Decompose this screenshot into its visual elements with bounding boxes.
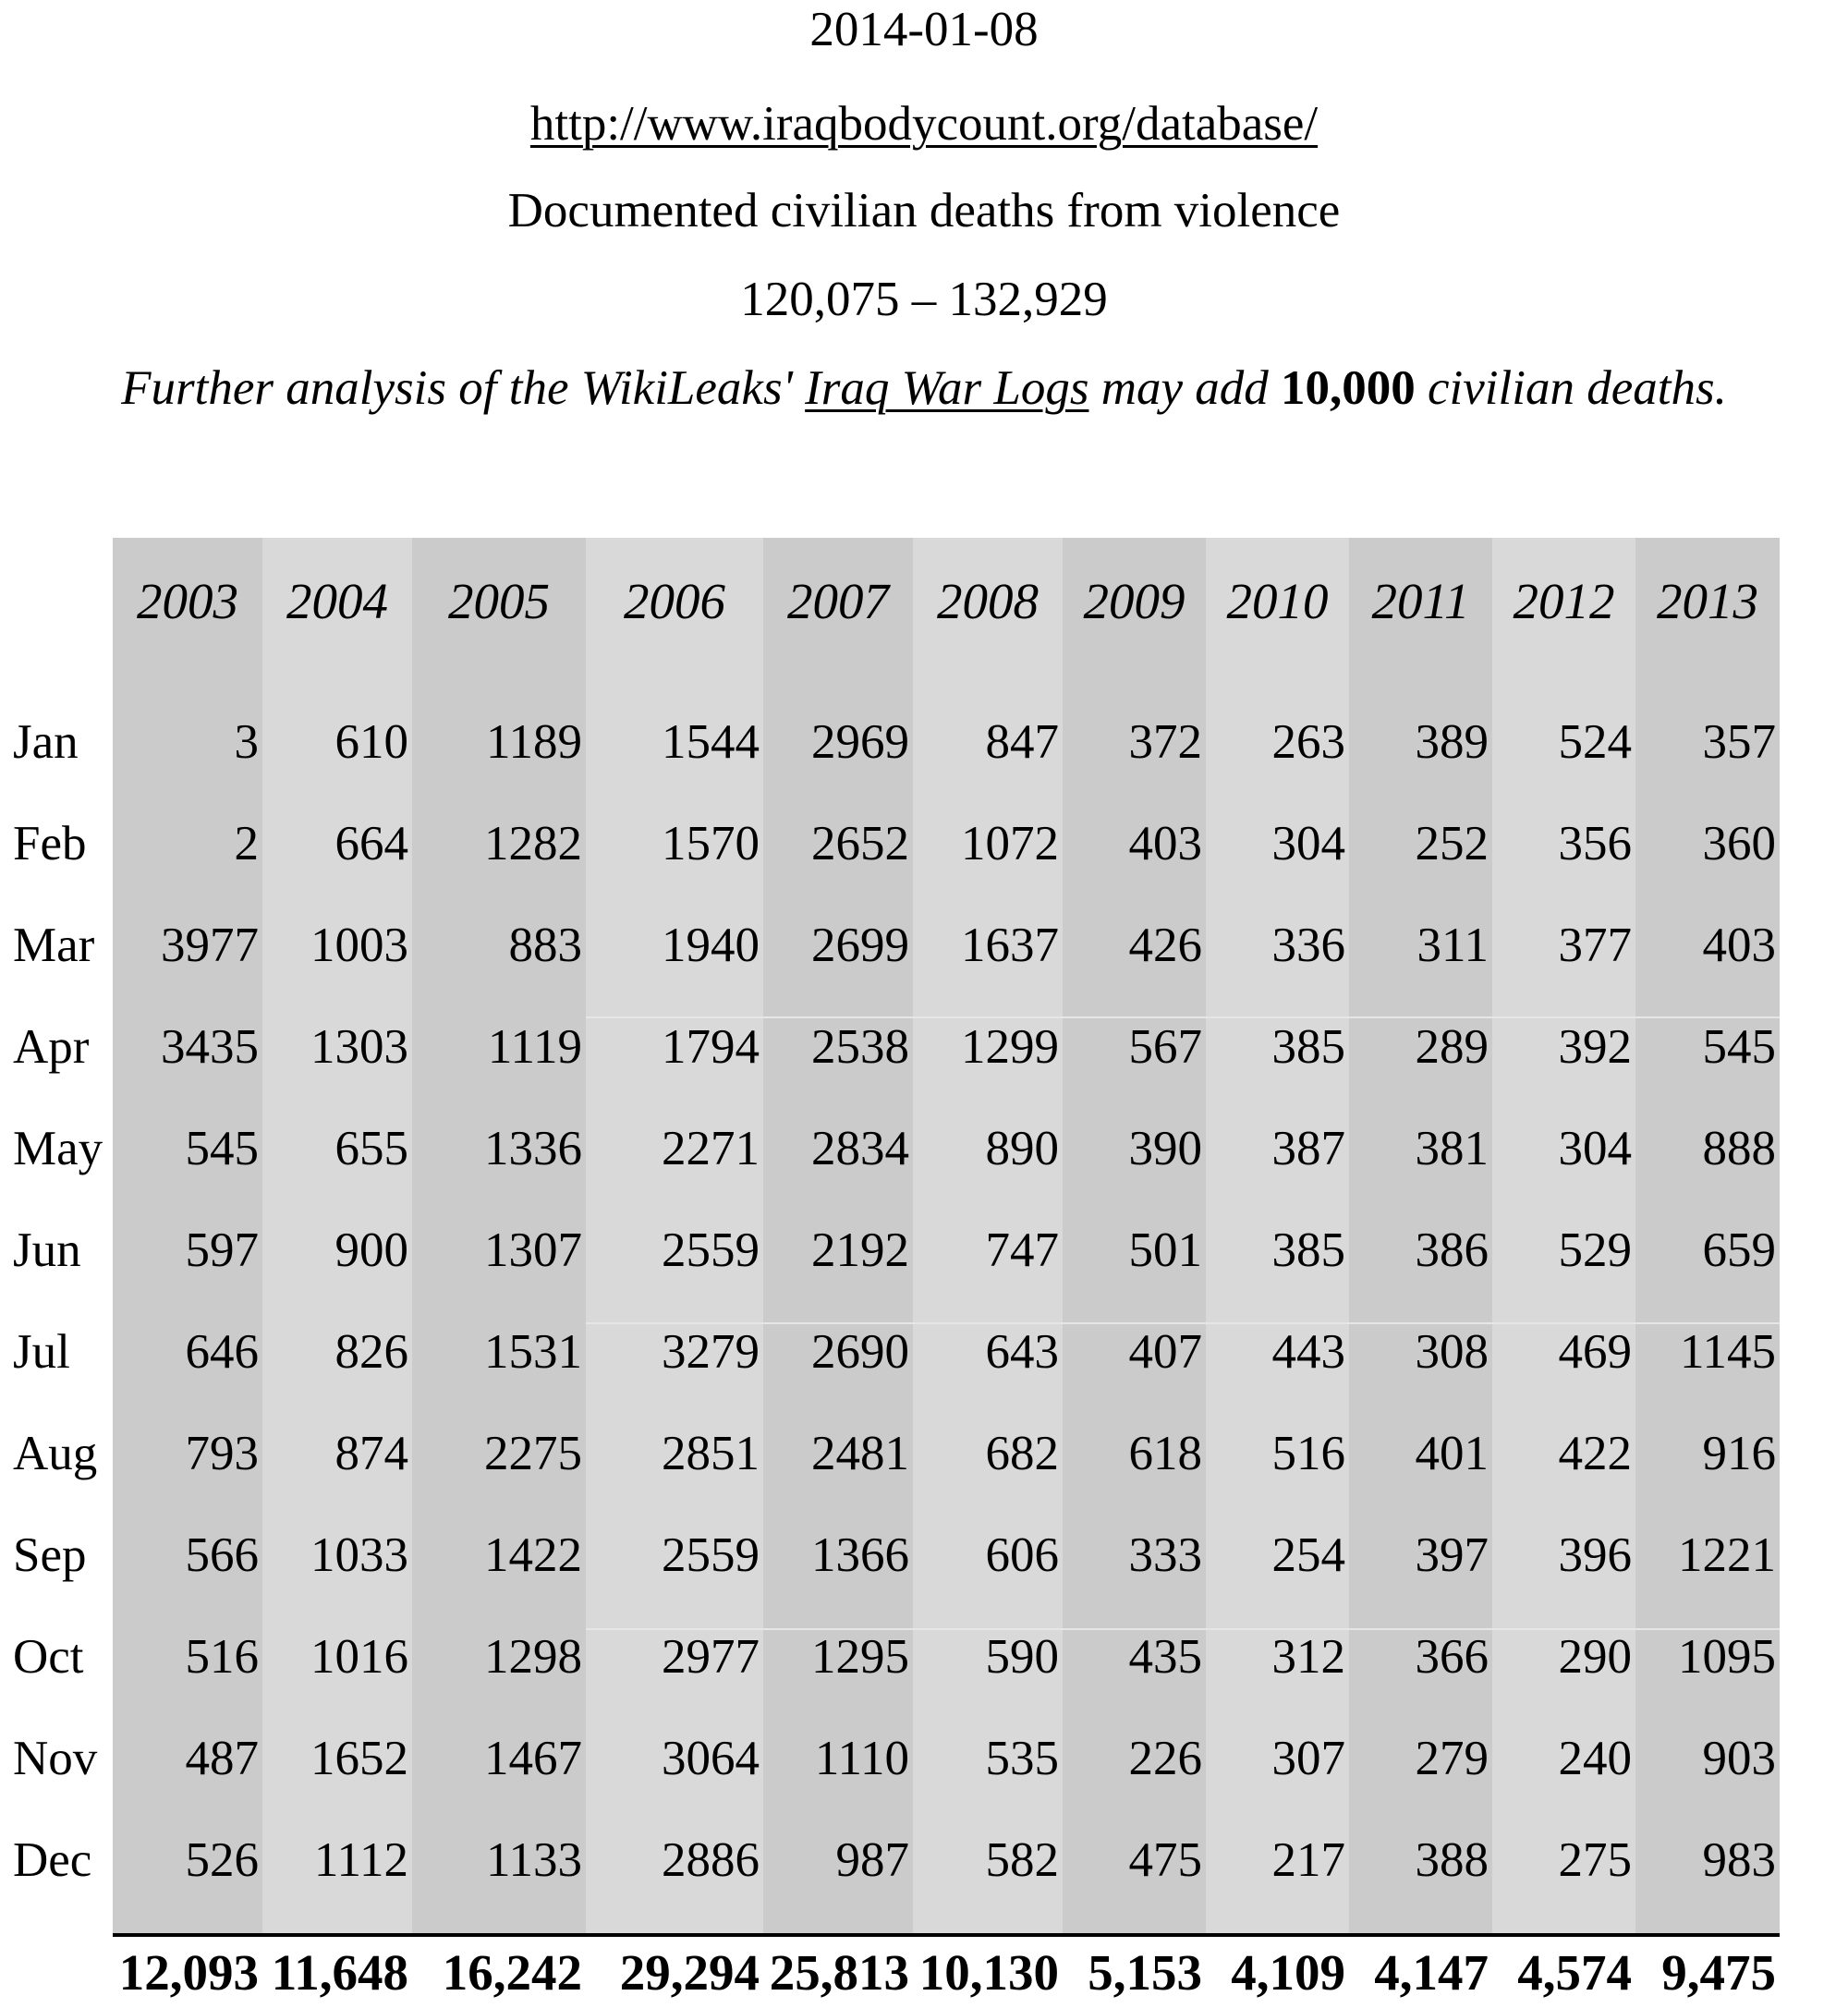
year-header: 2009: [1083, 573, 1185, 629]
table-cell: 890: [985, 1122, 1059, 1175]
table-cell: 916: [1702, 1427, 1776, 1480]
table-cell: 826: [334, 1325, 408, 1379]
table-cell: 501: [1128, 1223, 1202, 1277]
table-cell: 312: [1271, 1630, 1345, 1684]
table-cell: 1016: [310, 1630, 408, 1684]
year-header: 2007: [787, 573, 889, 629]
table-cell: 1299: [961, 1020, 1059, 1074]
table-cell: 263: [1271, 715, 1345, 769]
month-label: Dec: [13, 1833, 92, 1887]
table-cell: 1637: [961, 919, 1059, 972]
table-cell: 333: [1128, 1528, 1202, 1582]
table-cell: 2: [234, 817, 259, 870]
table-cell: 381: [1415, 1122, 1489, 1175]
analysis-note: [0, 360, 1848, 416]
table-cell: 566: [185, 1528, 259, 1582]
table-cell: 983: [1702, 1833, 1776, 1887]
table-cell: 435: [1128, 1630, 1202, 1684]
table-cell: 597: [185, 1223, 259, 1277]
table-cell: 1794: [662, 1020, 760, 1074]
table-cell: 2652: [811, 817, 909, 870]
month-label: Jun: [13, 1223, 81, 1277]
year-total: 4,574: [1517, 1944, 1632, 2001]
table-cell: 2559: [662, 1223, 760, 1277]
table-cell: 386: [1415, 1223, 1489, 1277]
table-cell: 516: [185, 1630, 259, 1684]
table-cell: 643: [985, 1325, 1059, 1379]
table-cell: 217: [1271, 1833, 1345, 1887]
table-cell: 1307: [484, 1223, 582, 1277]
table-cell: 403: [1702, 919, 1776, 972]
table-cell: 289: [1415, 1020, 1489, 1074]
table-cell: 3435: [161, 1020, 259, 1074]
table-cell: 874: [334, 1427, 408, 1480]
table-cell: 526: [185, 1833, 259, 1887]
table-cell: 1095: [1678, 1630, 1776, 1684]
table-cell: 847: [985, 715, 1059, 769]
table-cell: 1295: [811, 1630, 909, 1684]
page-title: Documented civilian deaths from violence: [507, 184, 1341, 237]
table-cell: 422: [1558, 1427, 1632, 1480]
table-cell: 1033: [310, 1528, 408, 1582]
year-header: 2011: [1371, 573, 1470, 629]
month-label: Nov: [13, 1732, 98, 1785]
table-cell: 582: [985, 1833, 1059, 1887]
note-bold-figure: 10,000: [1281, 361, 1416, 415]
year-total: 9,475: [1661, 1944, 1776, 2001]
table-cell: 403: [1128, 817, 1202, 870]
table-cell: 1652: [310, 1732, 408, 1785]
table-cell: 2271: [662, 1122, 760, 1175]
note-prefix: Further analysis of the WikiLeaks': [121, 361, 806, 415]
table-cell: 1531: [484, 1325, 582, 1379]
table-cell: 2834: [811, 1122, 909, 1175]
table-cell: 469: [1558, 1325, 1632, 1379]
table-cell: 385: [1271, 1020, 1345, 1074]
year-header: 2005: [448, 573, 550, 629]
table-cell: 3977: [161, 919, 259, 972]
table-cell: 2886: [662, 1833, 760, 1887]
year-header: 2003: [137, 573, 238, 629]
table-cell: 2977: [662, 1630, 760, 1684]
table-cell: 590: [985, 1630, 1059, 1684]
source-link[interactable]: http://www.iraqbodycount.org/database/: [529, 97, 1319, 151]
table-cell: 389: [1415, 715, 1489, 769]
year-total: 16,242: [442, 1944, 582, 2001]
year-header: 2008: [937, 573, 1039, 629]
table-cell: 336: [1271, 919, 1345, 972]
table-cell: 407: [1128, 1325, 1202, 1379]
table-cell: 3064: [662, 1732, 760, 1785]
month-label: Jul: [13, 1325, 70, 1379]
year-header: 2010: [1226, 573, 1329, 629]
table-cell: 1366: [811, 1528, 909, 1582]
month-label: Feb: [13, 817, 87, 870]
table-cell: 226: [1128, 1732, 1202, 1785]
table-cell: 3279: [662, 1325, 760, 1379]
month-label: Oct: [13, 1630, 84, 1684]
month-label: Sep: [13, 1528, 87, 1582]
iraq-war-logs-link[interactable]: Iraq War Logs: [805, 361, 1089, 415]
table-cell: 252: [1415, 817, 1489, 870]
table-cell: 1072: [961, 817, 1059, 870]
table-cell: 567: [1128, 1020, 1202, 1074]
year-total: 25,813: [769, 1944, 909, 2001]
table-cell: 426: [1128, 919, 1202, 972]
table-cell: 304: [1558, 1122, 1632, 1175]
table-cell: 610: [334, 715, 408, 769]
table-cell: 655: [334, 1122, 408, 1175]
year-total: 4,109: [1231, 1944, 1345, 2001]
year-total: 10,130: [918, 1944, 1059, 2001]
table-cell: 1303: [310, 1020, 408, 1074]
table-cell: 396: [1558, 1528, 1632, 1582]
year-header: 2012: [1513, 573, 1615, 629]
table-cell: 279: [1415, 1732, 1489, 1785]
year-total: 12,093: [118, 1944, 259, 2001]
table-cell: 2969: [811, 715, 909, 769]
date-heading: 2014-01-08: [809, 3, 1039, 56]
table-cell: 1570: [662, 817, 760, 870]
table-cell: 2699: [811, 919, 909, 972]
table-cell: 254: [1271, 1528, 1345, 1582]
year-total: 4,147: [1374, 1944, 1489, 2001]
table-cell: 390: [1128, 1122, 1202, 1175]
month-label: Aug: [13, 1427, 98, 1480]
table-cell: 747: [985, 1223, 1059, 1277]
table-cell: 385: [1271, 1223, 1345, 1277]
table-cell: 618: [1128, 1427, 1202, 1480]
table-cell: 888: [1702, 1122, 1776, 1175]
table-cell: 1298: [484, 1630, 582, 1684]
table-cell: 443: [1271, 1325, 1345, 1379]
table-cell: 2559: [662, 1528, 760, 1582]
table-cell: 1544: [662, 715, 760, 769]
table-cell: 529: [1558, 1223, 1632, 1277]
month-label: May: [13, 1122, 103, 1175]
table-cell: 311: [1416, 919, 1489, 972]
table-cell: 1940: [662, 919, 760, 972]
table-cell: 2851: [662, 1427, 760, 1480]
totals-rule: [113, 1933, 1780, 1937]
table-cell: 356: [1558, 817, 1632, 870]
table-cell: 308: [1415, 1325, 1489, 1379]
table-cell: 545: [185, 1122, 259, 1175]
death-range: 120,075 – 132,929: [740, 273, 1108, 326]
month-label: Jan: [13, 715, 79, 769]
table-cell: 475: [1128, 1833, 1202, 1887]
table-cell: 987: [835, 1833, 909, 1887]
month-label: Apr: [13, 1020, 90, 1074]
table-cell: 1110: [814, 1732, 909, 1785]
month-label: Mar: [13, 919, 95, 972]
table-cell: 535: [985, 1732, 1059, 1785]
year-header: 2013: [1657, 573, 1758, 629]
table-cell: 1112: [313, 1833, 408, 1887]
note-mid: may add: [1088, 361, 1282, 415]
table-cell: 3: [234, 715, 259, 769]
table-cell: 524: [1558, 715, 1632, 769]
table-cell: 1145: [1679, 1325, 1776, 1379]
table-cell: 682: [985, 1427, 1059, 1480]
table-cell: 1221: [1678, 1528, 1776, 1582]
table-cell: 1189: [485, 715, 582, 769]
table-cell: 1467: [484, 1732, 582, 1785]
table-cell: 2481: [811, 1427, 909, 1480]
table-cell: 545: [1702, 1020, 1776, 1074]
year-header: 2004: [286, 573, 388, 629]
table-cell: 304: [1271, 817, 1345, 870]
table-cell: 1422: [484, 1528, 582, 1582]
table-cell: 240: [1558, 1732, 1632, 1785]
table-cell: 397: [1415, 1528, 1489, 1582]
table-cell: 392: [1558, 1020, 1632, 1074]
table-cell: 307: [1271, 1732, 1345, 1785]
table-cell: 516: [1271, 1427, 1345, 1480]
table-cell: 606: [985, 1528, 1059, 1582]
table-cell: 659: [1702, 1223, 1776, 1277]
table-cell: 1133: [485, 1833, 582, 1887]
table-cell: 366: [1415, 1630, 1489, 1684]
table-cell: 1119: [487, 1020, 582, 1074]
table-cell: 372: [1128, 715, 1202, 769]
table-cell: 357: [1702, 715, 1776, 769]
table-cell: 360: [1702, 817, 1776, 870]
table-cell: 388: [1415, 1833, 1489, 1887]
table-cell: 275: [1558, 1833, 1632, 1887]
table-cell: 900: [334, 1223, 408, 1277]
table-cell: 664: [334, 817, 408, 870]
table-cell: 2275: [484, 1427, 582, 1480]
source-line: [0, 96, 1848, 152]
table-cell: 646: [185, 1325, 259, 1379]
table-cell: 883: [508, 919, 582, 972]
table-cell: 1003: [310, 919, 408, 972]
table-cell: 903: [1702, 1732, 1776, 1785]
table-cell: 387: [1271, 1122, 1345, 1175]
table-cell: 1282: [484, 817, 582, 870]
table-cell: 401: [1415, 1427, 1489, 1480]
table-cell: 793: [185, 1427, 259, 1480]
year-total: 29,294: [619, 1944, 760, 2001]
year-header: 2006: [624, 573, 725, 629]
table-cell: 290: [1558, 1630, 1632, 1684]
table-cell: 1336: [484, 1122, 582, 1175]
year-total: 5,153: [1088, 1944, 1202, 2001]
table-cell: 2538: [811, 1020, 909, 1074]
table-cell: 377: [1558, 919, 1632, 972]
table-cell: 487: [185, 1732, 259, 1785]
note-suffix: civilian deaths.: [1415, 361, 1727, 415]
year-total: 11,648: [271, 1944, 408, 2001]
table-cell: 2690: [811, 1325, 909, 1379]
table-cell: 2192: [811, 1223, 909, 1277]
